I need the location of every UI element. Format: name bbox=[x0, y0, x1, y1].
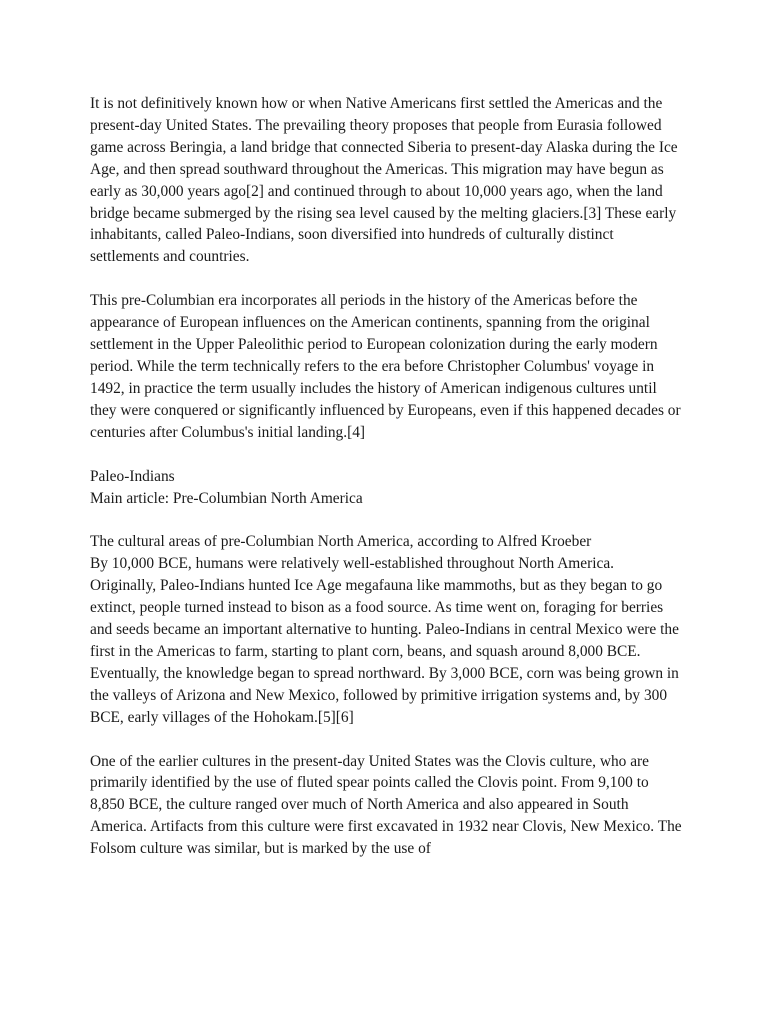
paragraph-clovis-culture: One of the earlier cultures in the present-day United States was the Clovis culture, who are primarily identified by the use of fluted spear points called the Clovis point. From 9,100 to 8,850 BCE, the culture ranged over much of North America and also appeared in South America. Artifacts from this culture were first excavated in 1932 near Clovis, New Mexico. The Folsom culture was similar, but is marked by the use of bbox=[90, 752, 682, 858]
paragraph-pre-columbian-era: This pre-Columbian era incorporates all periods in the history of the Americas before the appearance of European influences on the American continents, spanning from the original settlement in the Upper Paleolithic period to European colonization during the early modern period. While the term technically refers to the era before Christopher Columbus' voyage in 1492, in practice the term usually includes the history of American indigenous cultures until they were conquered or significantly influenced by Europeans, even if this happened decades or centuries after Columbus's initial landing.[4] bbox=[90, 292, 681, 441]
paragraph-paleo-indians-heading: Paleo-Indians Main article: Pre-Columbian North America bbox=[90, 467, 363, 507]
paragraph-cultural-areas: The cultural areas of pre-Columbian North America, according to Alfred Kroeber By 10,000 BCE, humans were relatively well-established throughout North America. Originally, Paleo-Indians hunted Ice Age megafauna like mammoths, but as they began to go extinct, people turned instead to bison as a food source. As time went on, foraging for berries and seeds became an important alternative to hunting. Paleo-Indians in central Mexico were the first in the Americas to farm, starting to plant corn, beans, and squash around 8,000 BCE. Eventually, the knowledge began to spread northward. By 3,000 BCE, corn was being grown in the valleys of Arizona and New Mexico, followed by primitive irrigation systems and, by 300 BCE, early villages of the Hohokam.[5][6] bbox=[90, 533, 679, 726]
document-body bbox=[90, 93, 682, 860]
paragraph-native-american-settlement: It is not definitively known how or when Native Americans first settled the Americas and the present-day United States. The prevailing theory proposes that people from Eurasia followed game across Beringia, a land bridge that connected Siberia to present-day Alaska during the Ice Age, and then spread southward throughout the Americas. This migration may have begun as early as 30,000 years ago[2] and continued through to about 10,000 years ago, when the land bridge became submerged by the rising sea level caused by the melting glaciers.[3] These early inhabitants, called Paleo-Indians, soon diversified into hundreds of culturally distinct settlements and countries. bbox=[90, 95, 678, 266]
